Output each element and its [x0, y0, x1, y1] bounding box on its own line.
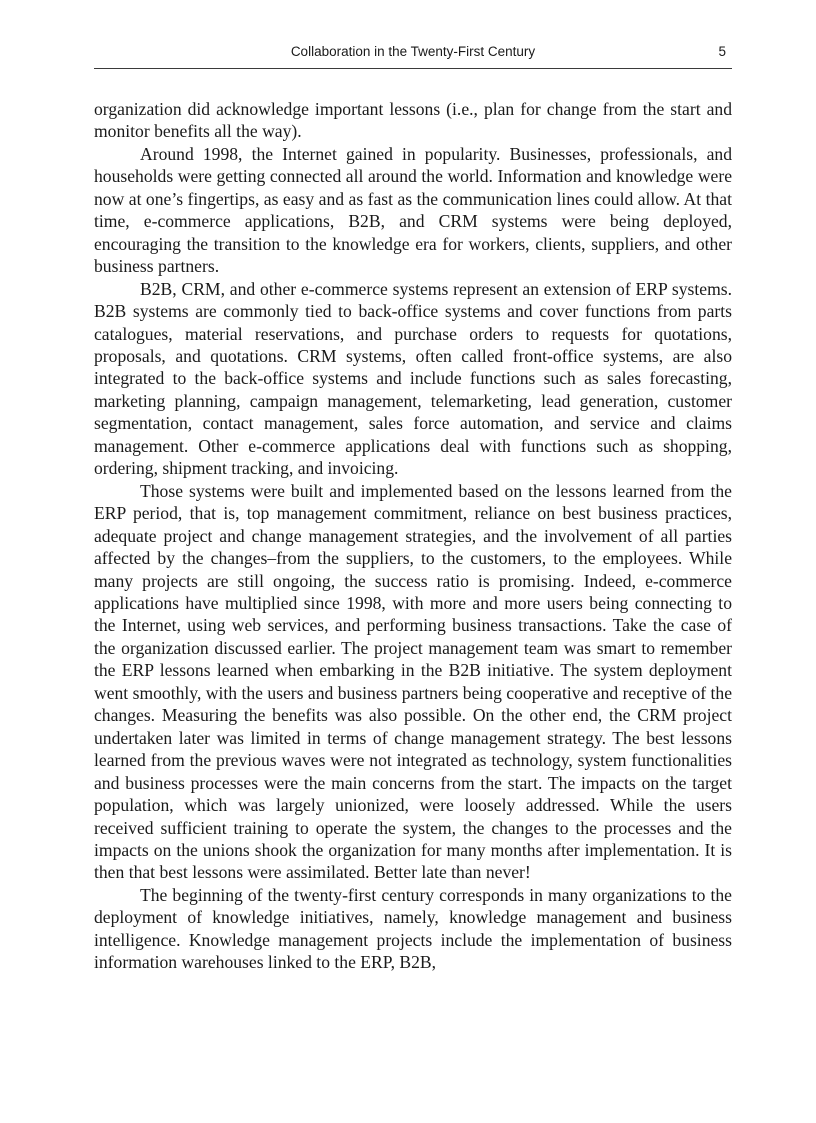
running-head-title: Collaboration in the Twenty-First Century	[290, 44, 536, 59]
paragraph: The beginning of the twenty-first century corresponds in many organizations to the deployment of knowledge initiatives, namely, knowledge management and business intelligence. Knowledge management projects include the implementation of business information warehouses linked to the ERP, B2B,	[94, 884, 732, 973]
paragraph: Around 1998, the Internet gained in popularity. Businesses, professionals, and households were getting connected all around the world. Information and knowledge were now at one’s fingertips, as easy and as fast as the communication lines could allow. At that time, e-commerce applications, B2B, and CRM systems were being deployed, encouraging the transition to the knowledge era for workers, clients, suppliers, and other business partners.	[94, 143, 732, 277]
paragraph: Those systems were built and implemented based on the lessons learned from the ERP period, that is, top management commitment, reliance on best business practices, adequate project and change management strategies, and the involvement of all parties affected by the changes–from the suppliers, to the customers, to the employees. While many projects are still ongoing, the success ratio is promising. Indeed, e-commerce applications have multiplied since 1998, with more and more users being connecting to the Internet, using web services, and performing business transactions. Take the case of the organization discussed earlier. The project management team was smart to remember the ERP lessons learned when embarking in the B2B initiative. The system deployment went smoothly, with the users and business partners being cooperative and receptive of the changes. Measuring the benefits was also possible. On the other end, the CRM project undertaken later was limited in terms of change management strategy. The best lessons learned from the previous waves were not integrated as technology, system functionalities and business processes were the main concerns from the start. The impacts on the target population, which was largely unionized, were loosely addressed. While the users received sufficient training to operate the system, the changes to the processes and the impacts on the unions shook the organization for many months after implementation. It is then that best lessons were assimilated. Better late than never!	[94, 480, 732, 883]
paragraph: B2B, CRM, and other e-commerce systems represent an extension of ERP systems. B2B systems are commonly tied to back-office systems and cover functions from parts catalogues, material reservations, and purchase orders to requests for quotations, proposals, and quotations. CRM systems, often called front-office systems, are also integrated to the back-office systems and include functions such as sales forecasting, marketing planning, campaign management, telemarketing, lead generation, customer segmentation, contact management, sales force automation, and service and claims management. Other e-commerce applications deal with functions such as shopping, ordering, shipment tracking, and invoicing.	[94, 278, 732, 479]
paragraph: organization did acknowledge important lessons (i.e., plan for change from the start and monitor benefits all the way).	[94, 99, 732, 142]
page-number: 5	[718, 44, 726, 59]
body-text	[94, 98, 732, 974]
running-head	[94, 40, 732, 69]
